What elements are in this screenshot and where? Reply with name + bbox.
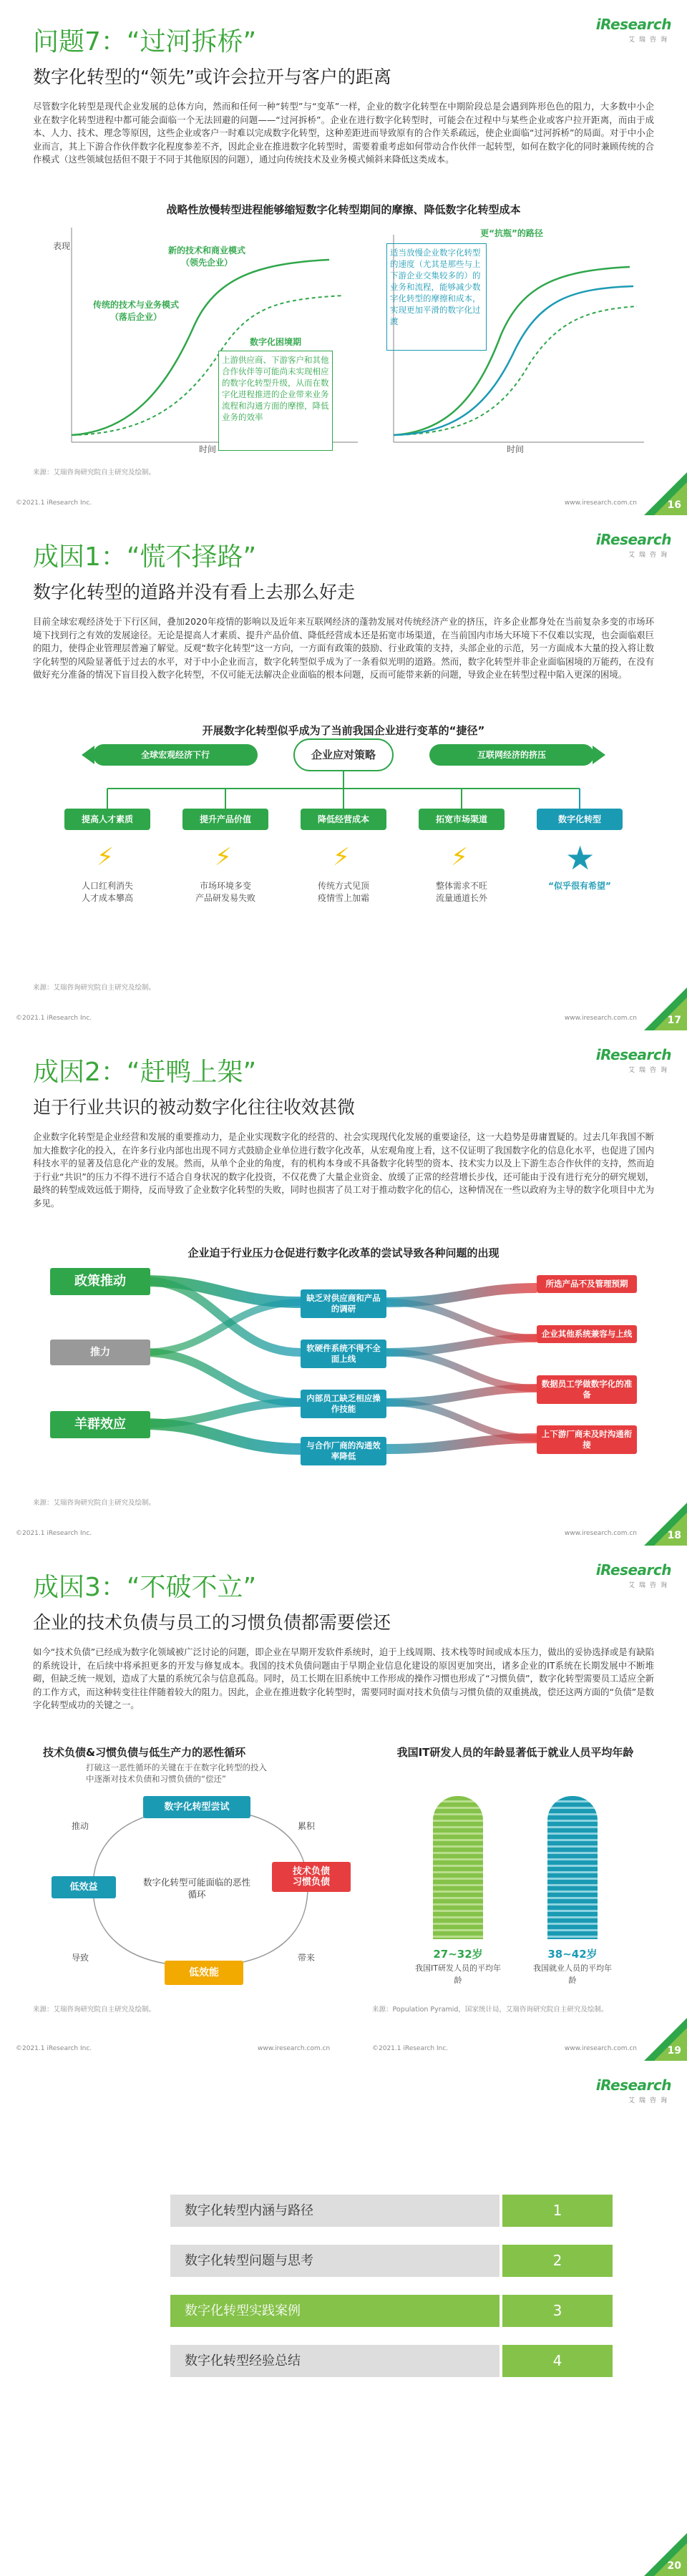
- source-right: 来源：Population Pyramid，国家统计局，艾瑞咨询研究院自主研究及绘制。: [372, 2006, 608, 2014]
- cycle-left: 低效益: [52, 1876, 116, 1898]
- slide-subtitle: 数字化转型的“领先”或许会拉开与客户的距离: [33, 67, 391, 87]
- col-note-4: 整体需求不旺 流量通道长外: [435, 881, 487, 903]
- logo-cn: 艾瑞咨询: [628, 36, 671, 44]
- footer-copyright-2: ©2021.1 iResearch Inc.: [372, 2045, 449, 2052]
- col-note-5: “似乎很有希望”: [548, 881, 611, 891]
- cycle-push: 推动: [71, 1821, 89, 1831]
- slide-title: 成因2：“赶鸭上架”: [33, 1058, 257, 1087]
- mid-box-2: 软硬件系统不得不全面上线: [301, 1340, 386, 1368]
- col-label-3: 降低经营成本: [301, 809, 386, 830]
- left-chart-title: 技术负债&习惯负债与低生产力的恶性循环: [43, 1746, 246, 1759]
- employee-desc: 我国就业人员的平均年龄: [533, 1963, 612, 1985]
- toc-label: 数字化转型经验总结: [170, 2345, 500, 2377]
- gap-title: 数字化困境期: [249, 337, 301, 347]
- top-right-pill: 互联网经济的挤压: [429, 744, 594, 766]
- arrow-left-icon: [82, 746, 94, 764]
- right-xlabel: 时间: [506, 444, 524, 454]
- top-left-pill: 全球宏观经济下行: [93, 744, 258, 766]
- left-note: 打破这一恶性循环的关键在于在数字化转型的投入中逐渐对技术负债和习惯负债的“偿还”: [86, 1762, 267, 1784]
- logo-word: iResearch: [595, 1561, 671, 1579]
- source-note: 来源：艾瑞咨询研究院自主研究及绘制。: [33, 984, 156, 992]
- cycle-center: 数字化转型可能面临的恶性循环: [143, 1877, 251, 1900]
- mid-box-3: 内部员工缺乏相应操作技能: [301, 1390, 386, 1418]
- mid-box-1: 缺乏对供应商和产品的调研: [301, 1289, 386, 1318]
- iresearch-logo: [593, 531, 671, 560]
- col-note-3: 传统方式见顶 疫情雪上加霜: [317, 881, 369, 903]
- chart-title: 战略性放慢转型进程能够缩短数字化转型期间的摩擦、降低数字化转型成本: [166, 203, 521, 216]
- cycle-top: 数字化转型尝试: [143, 1796, 250, 1818]
- logo-cn: 艾瑞咨询: [628, 1067, 671, 1074]
- it-bar: [429, 1767, 487, 1939]
- col-label-1: 提高人才素质: [64, 809, 150, 830]
- body-paragraph: 目前全球宏观经济处于下行区间，叠加2020年疫情的影响以及近年来互联网经济的蓬勃发展对传统经济产业的挤压，许多企业都身处在当前复杂多变的市场环境下找到行之有效的发展途径。无论是提高人才素质、提升产品价值、降低经营成本还是拓宽市场渠道，在当前国内市场大环境下不仅难以实现，也会面临艰巨的阻力，使得企业管理层普遍了解觉。反观“数字化转型”这一方向，一方面有政策的鼓励、行业政策的支持，头部企业的示范，另一方面成本大量的投入将让数字化转型的风险显著低于过去的水平，对于中小企业而言，数字化转型似乎成为了一条看似光明的道路。然而，数字化转型并非企业面临困境的万能药，在没有做好充分准备的情况下盲目投入数字化转型，不仅可能无法解决企业面临的根本问题，反而可能带来新的问题，导致企业在转型过程中陷入更深的困境。: [33, 616, 654, 680]
- col-note-1: 人口红利消失 人才成本攀高: [81, 881, 133, 903]
- new-model-label: 新的技术和商业模式（领先企业）: [167, 245, 245, 268]
- footer-site: www.iresearch.com.cn: [564, 1015, 637, 1022]
- page-number: 17: [667, 1015, 681, 1026]
- source-note: 来源：艾瑞咨询研究院自主研究及绘制。: [33, 1499, 156, 1507]
- iresearch-logo: [593, 2077, 671, 2105]
- slide-title: 成因1：“慌不择路”: [33, 542, 257, 572]
- toc-item-1[interactable]: [170, 2195, 613, 2227]
- cycle-bottom: 低效能: [165, 1961, 243, 1985]
- iresearch-logo: [593, 1561, 671, 1590]
- left-push: 推力: [50, 1340, 150, 1365]
- footer-copyright: ©2021.1 iResearch Inc.: [16, 1015, 92, 1022]
- toc-item-2[interactable]: [170, 2245, 613, 2277]
- page-number: 19: [667, 2045, 681, 2057]
- left-policy: 政策推动: [50, 1268, 150, 1295]
- footer-site: www.iresearch.com.cn: [564, 499, 637, 507]
- col-note-2: 市场环境多变 产品研发易失败: [195, 881, 255, 903]
- logo-word: iResearch: [595, 531, 671, 548]
- col-label-4: 拓宽市场渠道: [419, 809, 505, 830]
- right-desc: 适当放慢企业数字化转型的速度（尤其是那些与上下游企业交集较多的）的业务和流程，能够减少数字化转型的摩擦和成本，实现更加平滑的数字化过渡: [386, 243, 487, 351]
- chart-title: 开展数字化转型似乎成为了当前我国企业进行变革的“捷径”: [202, 724, 485, 737]
- footer-copyright: ©2021.1 iResearch Inc.: [16, 499, 92, 507]
- connector-lines: [0, 771, 687, 814]
- slide-subtitle: 迫于行业共识的被动数字化往往收效甚微: [33, 1097, 356, 1118]
- it-age: 27~32岁: [433, 1948, 483, 1961]
- footer-site: www.iresearch.com.cn: [258, 2045, 331, 2052]
- slide-17: [0, 515, 687, 1030]
- body-paragraph: 如今“技术负债”已经成为数字化领域被广泛讨论的问题，即企业在早期开发软件系统时，迫于上线周期、技术栈等时间或成本压力，做出的妥协选择或是有缺陷的系统设计，在后续中将承担更多的开发与修复成本。我国的技术负债问题由于早期企业信息化建设的原因更加突出，诸多企业的IT系统在长期发展中不断堆砌，但缺乏统一规划，造成了大量的系统冗余与信息孤岛。同时，员工长期在旧系统中工作形成的操作习惯也形成了“习惯负债”，数字化转型需要员工适应全新的工作方式，而这种转变往往伴随着较大的阻力。因此，企业在推进数字化转型时，需要同时面对技术负债与习惯负债的双重挑战，偿还这两方面的“负债”是数字化转型成功的关键之一。: [33, 1646, 654, 1710]
- lightning-icon: ⚡: [451, 843, 468, 872]
- cycle-bring: 带来: [297, 1953, 315, 1963]
- footer-site-2: www.iresearch.com.cn: [564, 2045, 637, 2052]
- toc-number: 2: [502, 2245, 613, 2277]
- toc-label: 数字化转型内涵与路径: [170, 2195, 500, 2227]
- slide-subtitle: 企业的技术负债与员工的习惯负债都需要偿还: [33, 1612, 391, 1633]
- source-note: 来源：艾瑞咨询研究院自主研究及绘制。: [33, 469, 156, 477]
- right-title: 更“抗瓶”的路径: [480, 228, 543, 238]
- col-label-5: 数字化转型: [537, 809, 623, 830]
- mid-strategy: 企业应对策略: [293, 738, 394, 771]
- slide-subtitle: 数字化转型的道路并没有看上去那么好走: [33, 582, 356, 602]
- it-desc: 我国IT研发人员的平均年龄: [415, 1963, 501, 1985]
- star-icon: ★: [565, 839, 595, 877]
- left-ylabel: 表现: [53, 241, 71, 251]
- cycle-accum: 累积: [297, 1821, 315, 1831]
- employee-age: 38~42岁: [547, 1948, 598, 1961]
- slide-19: [0, 1546, 687, 2061]
- cycle-cause: 导致: [71, 1953, 89, 1963]
- logo-word: iResearch: [595, 16, 671, 33]
- right-box-4: 上下游厂商未及时沟通衔接: [537, 1425, 637, 1454]
- slide-title: 问题7：“过河拆桥”: [33, 27, 257, 57]
- page-number: 18: [667, 1530, 681, 1541]
- employee-bar: [544, 1767, 601, 1939]
- mid-box-4: 与合作厂商的沟通效率降低: [301, 1437, 386, 1465]
- slide-title: 成因3：“不破不立”: [33, 1573, 257, 1602]
- chart-title: 企业迫于行业压力仓促进行数字化改革的尝试导致各种问题的出现: [187, 1246, 500, 1259]
- cycle-right: 技术负债 习惯负债: [272, 1862, 351, 1892]
- toc-item-4[interactable]: [170, 2345, 613, 2377]
- toc-number: 1: [502, 2195, 613, 2227]
- traditional-label: 传统的技术与业务模式（落后企业）: [93, 300, 180, 322]
- slide-16: [0, 0, 687, 515]
- body-paragraph: 企业数字化转型是企业经营和发展的重要推动力，是企业实现数字化的经营的、社会实现现代化发展的重要途径，这一大趋势是毋庸置疑的。过去几年我国不断加大推数字化的投入，在许多行业内部也出现不同方式鼓励企业单位进行数字化改革，从宏观角度上看，这不仅证明了我国数字化的信息化水平，也促进了国内科技水平的显著及信息化产业的发展。然而，从单个企业的角度，有的机构本身或不具备数字化转型的资本、技术实力以及上下游生态合作伙伴的支持，然而迫于行业“共识”的压力不得不进行不适合自身状况的数字化投资，不仅花费了大量企业资金、放缓了正常的经营增长步伐，还可能由于没有进行充分的研究规划，最终的转型成效远低于期待，反而导致了企业数字化转型的失败，同时也损害了员工对于推动数字化的信心，这种情况在一些以政府为主导的数字化项目中尤为多见。: [33, 1131, 654, 1209]
- lightning-icon: ⚡: [215, 843, 232, 872]
- iresearch-logo: [593, 1046, 671, 1075]
- toc-label: 数字化转型实践案例: [170, 2295, 500, 2327]
- footer-copyright: ©2021.1 iResearch Inc.: [16, 1530, 92, 1537]
- toc-number: 4: [502, 2345, 613, 2377]
- toc-item-3[interactable]: [170, 2295, 613, 2327]
- toc-label: 数字化转型问题与思考: [170, 2245, 500, 2277]
- body-paragraph: 尽管数字化转型是现代企业发展的总体方向，然而和任何一种“转型”与“变革”一样，企业的数字化转型在中期阶段总是会遇到阵形色色的阻力，大多数中小企业在数字化转型进程中都可能会面临一个无法回避的问题——“过河拆桥”。企业在进行数字化转型时，可能会在过程中与某些企业或客户拉开距离，而由于成本、人力、技术、理念等原因，这些企业或客户一时难以完成数字化转型，这种差距进而导致原有的合作关系疏远，使企业面临“过河拆桥”的局面。对于中小企业而言，其上下游合作伙伴数字化程度参差不齐，因此企业在推进数字化转型时，需要着重考虑如何带动合作伙伴一起转型，如何在数字化的同时兼顾传统的合作模式（这些领域包括但不限于不同于其他原因的问题），通过向传统技术及业务模式倾斜来降低这类成本。: [33, 101, 654, 165]
- source-left: 来源：艾瑞咨询研究院自主研究及绘制。: [33, 2006, 156, 2014]
- gap-desc: 上游供应商、下游客户和其他合作伙伴等可能尚未实现相应的数字化转型升级，从而在数字化进程推进的企业带来业务流程和沟通方面的摩擦，降低业务的效率: [218, 351, 333, 451]
- page-number: 20: [667, 2560, 681, 2572]
- left-herd: 羊群效应: [50, 1411, 150, 1438]
- col-label-2: 提升产品价值: [182, 809, 268, 830]
- logo-cn: 艾瑞咨询: [628, 552, 671, 559]
- right-box-1: 所选产品不及管理预期: [537, 1275, 637, 1293]
- toc-number: 3: [502, 2295, 613, 2327]
- page-number: 16: [667, 499, 681, 511]
- right-box-2: 企业其他系统兼容与上线: [537, 1325, 637, 1343]
- slide-20-toc: [0, 2061, 687, 2576]
- right-box-3: 数据员工学做数字化的准备: [537, 1375, 637, 1404]
- lightning-icon: ⚡: [97, 843, 114, 872]
- slide-18: [0, 1030, 687, 1546]
- lightning-icon: ⚡: [333, 843, 350, 872]
- logo-word: iResearch: [595, 1046, 671, 1063]
- iresearch-logo: [593, 16, 671, 44]
- logo-word: iResearch: [595, 2077, 671, 2094]
- footer-site: www.iresearch.com.cn: [564, 1530, 637, 1537]
- logo-cn: 艾瑞咨询: [628, 1582, 671, 1589]
- right-chart-title: 我国IT研发人员的年龄显著低于就业人员平均年龄: [396, 1746, 634, 1759]
- arrow-right-icon: [593, 746, 605, 764]
- left-xlabel: 时间: [198, 444, 216, 454]
- footer-copyright: ©2021.1 iResearch Inc.: [16, 2045, 92, 2052]
- logo-cn: 艾瑞咨询: [628, 2097, 671, 2104]
